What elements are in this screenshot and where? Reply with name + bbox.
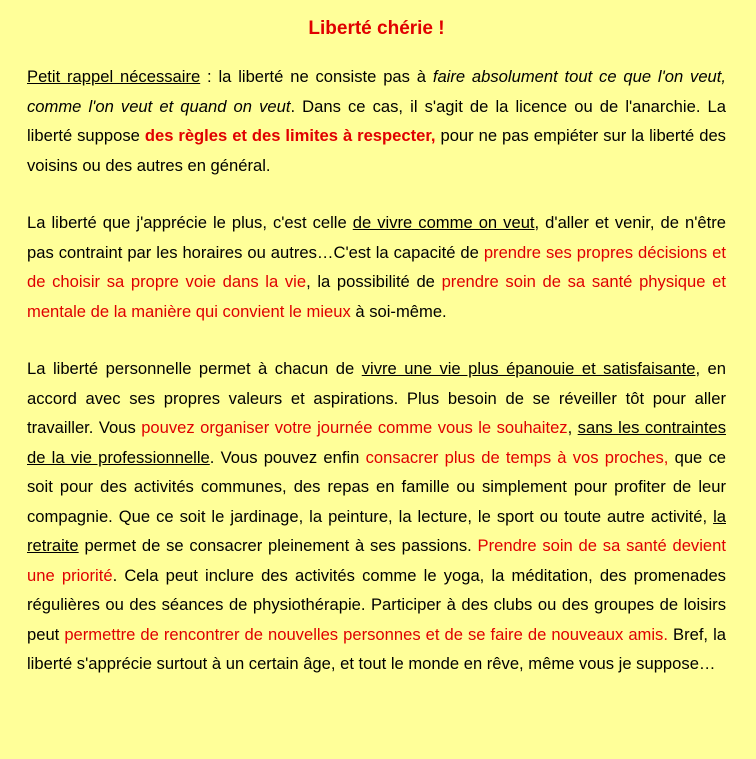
text-run: à soi-même. <box>350 301 447 321</box>
highlight-health: prendre soin de sa santé physique et mentale de la manière qui convient le mieux <box>27 272 726 321</box>
highlight-friends: permettre de rencontrer de nouvelles personnes et de se faire de nouveaux amis. <box>64 624 668 644</box>
underlined-phrase: la retraite <box>27 506 726 555</box>
italic-quote: faire absolument tout ce que l'on veut, comme l'on veut et quand on veut <box>27 67 726 116</box>
paragraph-reminder <box>27 62 726 180</box>
underlined-phrase: sans les contraintes de la vie professionnelle <box>27 418 726 467</box>
text-run: La liberté que j'apprécie le plus, c'est celle <box>27 213 353 232</box>
text-run: Bref, la liberté s'apprécie surtout à un certain âge, et tout le monde en rêve, même vous je suppose… <box>27 624 726 673</box>
highlight-organise: pouvez organiser votre journée comme vous le souhaitez <box>141 418 568 437</box>
text-run: que ce soit pour des activités communes, des repas en famille ou simplement pour profiter de leur compagnie. Que ce soit le jardinage, la peinture, la lecture, le sport ou toute autre activité, <box>27 447 727 526</box>
text-run: pour ne pas empiéter sur la liberté des voisins ou des autres en général. <box>27 126 726 175</box>
text-run: , la possibilité de <box>306 272 442 291</box>
text-run: . Dans ce cas, il s'agit de la licence ou de l'anarchie. La liberté suppose <box>27 96 726 145</box>
emphasis-rules: des règles et des limites à respecter, <box>144 126 436 145</box>
text-run: , <box>567 418 578 437</box>
paragraph-personal-liberty <box>27 354 726 679</box>
highlight-decisions: prendre ses propres décisions et de choisir sa propre voie dans la vie <box>27 242 726 291</box>
highlight-family: consacrer plus de temps à vos proches, <box>365 447 669 467</box>
page-title: Liberté chérie ! <box>308 18 445 39</box>
underlined-phrase: de vivre comme on veut <box>352 213 535 232</box>
text-run: : la liberté ne consiste pas à <box>200 67 433 86</box>
text-run: , d'aller et venir, de n'être pas contraint par les horaires ou autres…C'est la capacité de <box>27 213 726 262</box>
text-run: . Cela peut inclure des activités comme le yoga, la méditation, des promenades régulières ou des séances de physiothérapie. Participer à des clubs ou des groupes de loisirs peut <box>27 565 726 644</box>
underlined-phrase: vivre une vie plus épanouie et satisfaisante <box>361 359 696 378</box>
reminder-heading: Petit rappel nécessaire <box>27 67 201 86</box>
highlight-priority: Prendre soin de sa santé devient une priorité <box>27 536 726 585</box>
text-run: , en accord avec ses propres valeurs et aspirations. Plus besoin de se réveiller tôt pour aller travailler. Vous <box>27 359 726 437</box>
text-run: . Vous pouvez enfin <box>209 447 366 467</box>
paragraph-liberty <box>27 208 726 326</box>
text-run: permet de se consacrer pleinement à ses passions. <box>78 536 478 555</box>
text-run: La liberté personnelle permet à chacun de <box>27 359 362 378</box>
